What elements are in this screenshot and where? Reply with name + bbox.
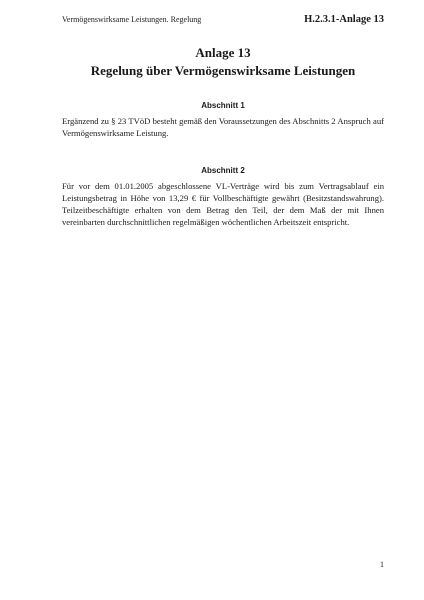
page-number: 1: [380, 560, 384, 569]
document-reference: H.2.3.1-Anlage 13: [304, 14, 384, 25]
section-text-1: Ergänzend zu § 23 TVöD besteht gemäß den Voraussetzungen des Abschnitts 2 Anspruch auf Vermögenswirksame Leistung.: [62, 116, 384, 138]
title-line-1: Anlage 13: [195, 45, 251, 60]
section-text-2: Für vor dem 01.01.2005 abgeschlossene VL-Verträge wird bis zum Vertragsablauf ein Leistungsbetrag in Höhe von 13,29 € für Vollbeschäftigte gewährt (Besitzstandswahrung). Teilzeitbeschäftigte erhalten von dem Betrag den Teil, der dem Maß der mit Ihnen vereinbarten durchschnittlichen regelmäßigen wöchentlichen Arbeitszeit entspricht.: [62, 181, 384, 227]
running-title: Vermögenswirksame Leistungen. Regelung: [62, 15, 202, 24]
running-header: [62, 14, 384, 30]
page-title: [62, 44, 384, 80]
section-heading-2: Abschnitt 2: [201, 166, 245, 175]
section-heading-1: Abschnitt 1: [201, 101, 245, 110]
title-line-2: Regelung über Vermögenswirksame Leistungen: [90, 63, 356, 78]
